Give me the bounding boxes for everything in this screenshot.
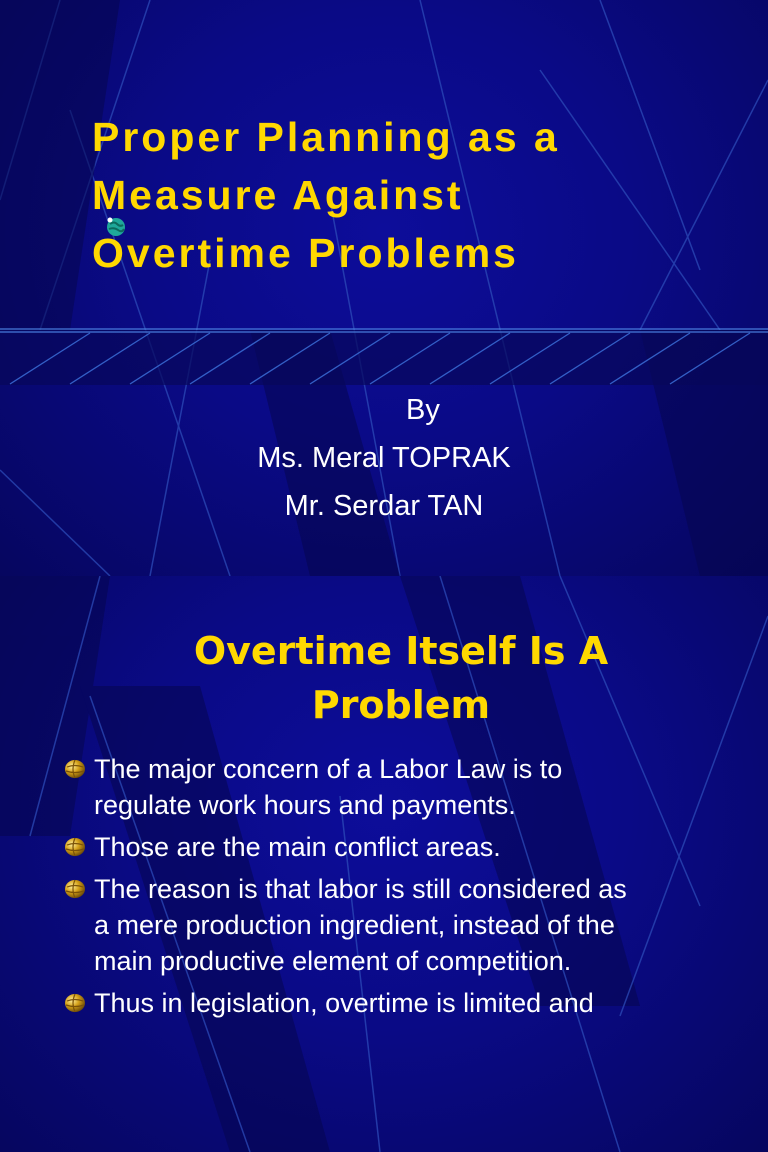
bullet-item [62,829,742,865]
title-line: Proper Planning as a [92,114,560,160]
slide-title [92,108,732,282]
bullet-item [62,751,742,823]
slide-title [0,624,768,732]
byline-by: By [406,394,440,426]
globe-bullet-icon [62,758,88,780]
title-line: Overtime Itself Is A [193,629,609,673]
bullet-item [62,871,742,979]
globe-bullet-icon [62,836,88,858]
bullet-text: Those are the main conflict areas. [94,832,501,862]
bullet-list [62,751,742,1027]
bullet-text: The reason is that labor is still considered as [94,874,627,904]
bullet-text: Thus in legislation, overtime is limited and [94,988,594,1018]
title-line: Overtime Problems [92,230,519,276]
content-slide [0,576,768,1152]
globe-bullet-icon [62,878,88,900]
author-name: Mr. Serdar TAN [284,490,484,522]
bullet-text: a mere production ingredient, instead of the [94,910,615,940]
bullet-text: regulate work hours and payments. [94,790,516,820]
globe-bullet-icon [62,992,88,1014]
bullet-text: The major concern of a Labor Law is to [94,754,563,784]
title-line: Problem [311,683,491,727]
bullet-text: main productive element of competition. [94,946,572,976]
bullet-item [62,985,742,1021]
author-name: Ms. Meral TOPRAK [257,442,511,474]
title-line: Measure Against [92,172,464,218]
